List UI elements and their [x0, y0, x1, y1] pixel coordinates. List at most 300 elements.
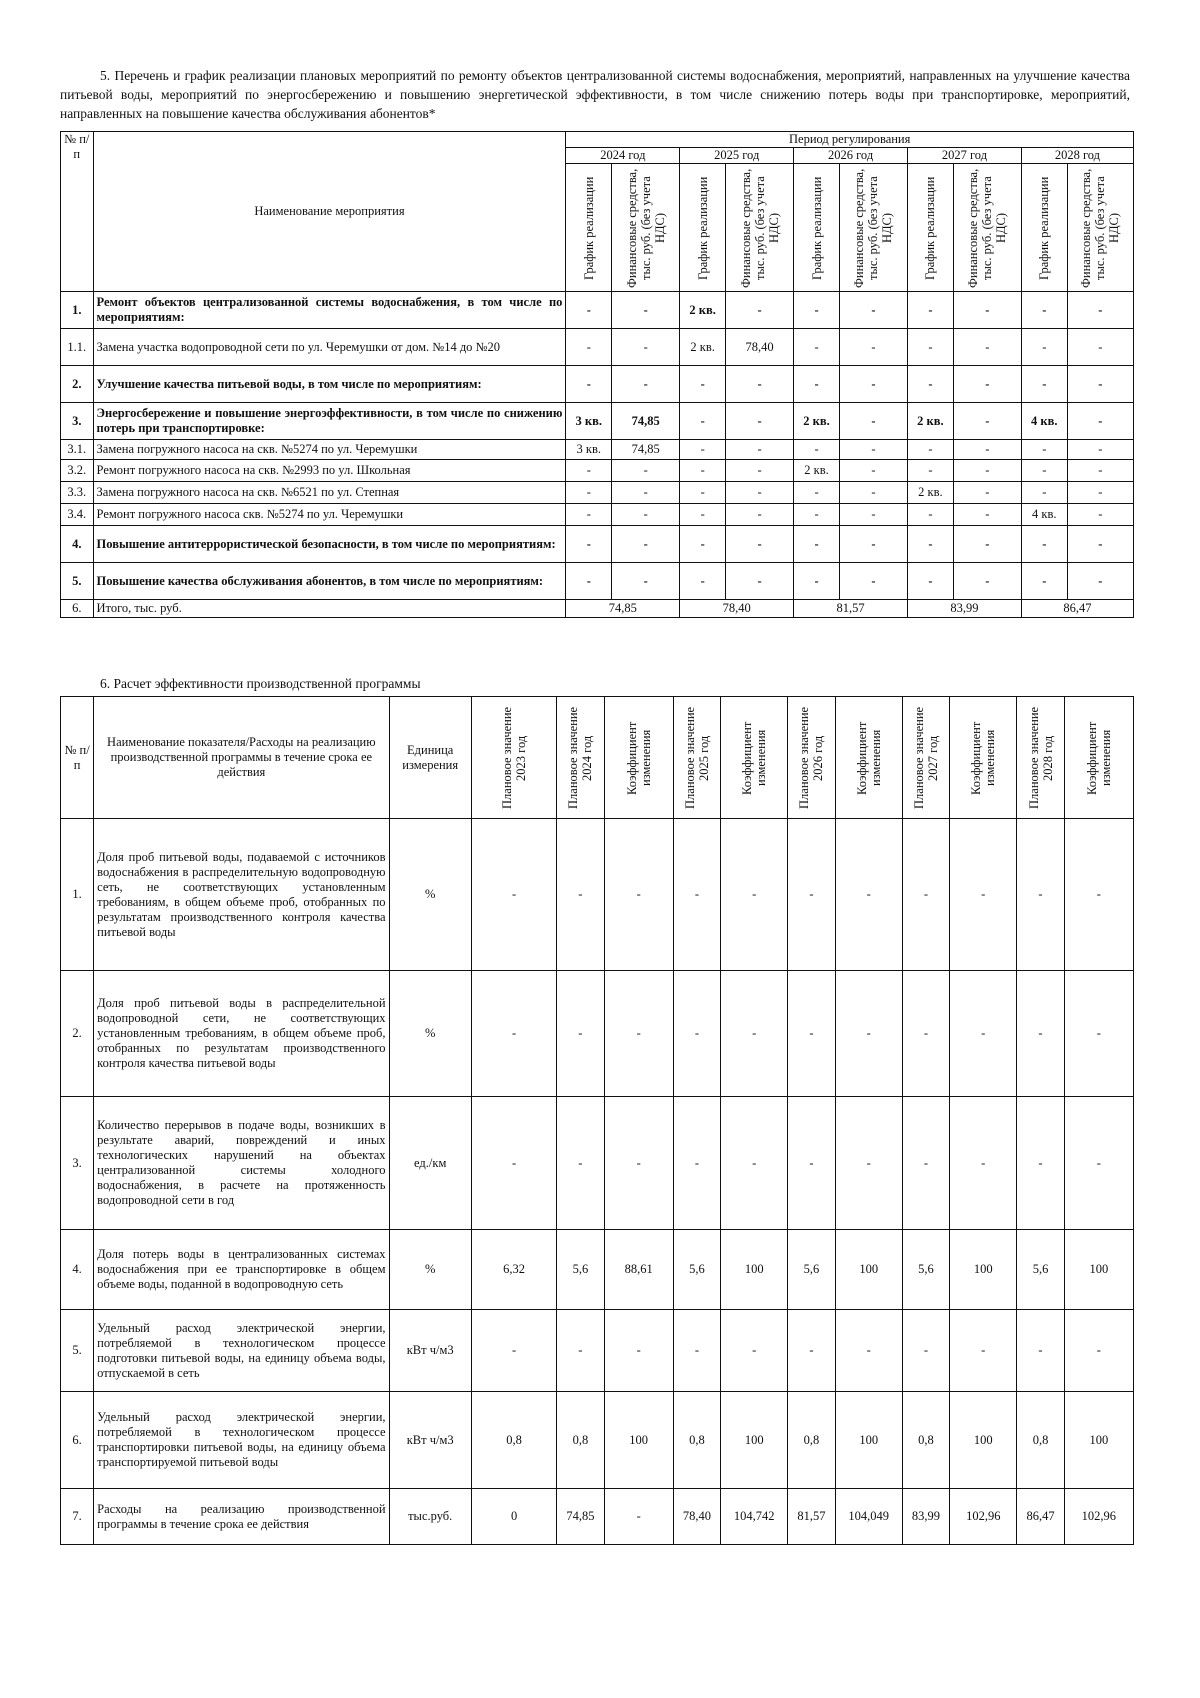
table-row [61, 366, 1134, 403]
row-value: - [726, 292, 794, 329]
table-row [61, 526, 1134, 563]
row-value: - [794, 329, 840, 366]
row-value: 5,6 [788, 1230, 835, 1310]
row-unit: % [389, 819, 471, 971]
row-value: - [1021, 440, 1067, 460]
row-value: - [953, 403, 1021, 440]
row-value: - [839, 563, 907, 600]
row-value: 3 кв. [566, 403, 612, 440]
table-row [61, 292, 1134, 329]
row-num: 3.1. [61, 440, 94, 460]
row-value: 0,8 [471, 1392, 556, 1489]
row-value: 81,57 [788, 1489, 835, 1545]
row-value: 100 [721, 1230, 788, 1310]
col-header [835, 697, 902, 819]
row-value: - [566, 366, 612, 403]
col-header-schedule [908, 164, 954, 292]
row-value: - [604, 1310, 673, 1392]
col-header-schedule [1021, 164, 1067, 292]
col-header-schedule-label: График реализации [1037, 175, 1052, 280]
row-name: Ремонт погружного насоса скв. №5274 по ул. Черемушки [93, 504, 566, 526]
row-value: - [1021, 366, 1067, 403]
row-value: 74,85 [557, 1489, 604, 1545]
row-unit: тыс.руб. [389, 1489, 471, 1545]
table-row [61, 563, 1134, 600]
total-value: 78,40 [680, 600, 794, 618]
row-value: - [471, 1097, 556, 1230]
row-value: - [673, 1310, 720, 1392]
row-value: - [1067, 460, 1133, 482]
col-header-label: Плановое значение 2023 год [500, 706, 529, 809]
row-value: - [839, 482, 907, 504]
row-value: - [953, 440, 1021, 460]
row-value: - [908, 366, 954, 403]
row-value: 74,85 [612, 403, 680, 440]
row-value: - [794, 292, 840, 329]
row-value: - [1067, 329, 1133, 366]
row-value: 0,8 [788, 1392, 835, 1489]
row-num: 5. [61, 563, 94, 600]
total-row [61, 600, 1134, 618]
row-value: - [612, 482, 680, 504]
row-value: 104,742 [721, 1489, 788, 1545]
col-header-schedule-label: График реализации [695, 175, 710, 280]
year-header: 2026 год [794, 148, 908, 164]
row-value: - [839, 440, 907, 460]
col-header [1064, 697, 1133, 819]
col-header [950, 697, 1017, 819]
row-num: 6. [61, 1392, 94, 1489]
row-value: 100 [604, 1392, 673, 1489]
row-value: - [557, 1310, 604, 1392]
row-value: - [839, 403, 907, 440]
year-header: 2024 год [566, 148, 680, 164]
row-value: - [726, 403, 794, 440]
row-value: - [953, 366, 1021, 403]
row-value: - [788, 819, 835, 971]
row-value: 100 [950, 1392, 1017, 1489]
col-header-finance [839, 164, 907, 292]
row-value: - [902, 819, 949, 971]
row-value: 100 [1064, 1392, 1133, 1489]
row-value: - [835, 1097, 902, 1230]
col-header-finance-label: Финансовые средства, тыс. руб. (без учета НДС) [624, 167, 667, 288]
row-value: - [1067, 563, 1133, 600]
row-unit: кВт ч/м3 [389, 1392, 471, 1489]
row-value: - [557, 971, 604, 1097]
row-value: - [557, 819, 604, 971]
row-value: - [1017, 819, 1064, 971]
row-value: 2 кв. [680, 292, 726, 329]
row-value: - [1064, 971, 1133, 1097]
row-value: 2 кв. [794, 460, 840, 482]
row-value: - [839, 504, 907, 526]
row-value: - [908, 504, 954, 526]
row-name: Ремонт погружного насоса на скв. №2993 по ул. Школьная [93, 460, 566, 482]
row-value: - [726, 460, 794, 482]
total-value: 74,85 [566, 600, 680, 618]
total-value: 86,47 [1021, 600, 1133, 618]
col-header [604, 697, 673, 819]
row-value: - [788, 971, 835, 1097]
row-num: 3. [61, 403, 94, 440]
table-row [61, 1097, 1134, 1230]
section5-title: 5. Перечень и график реализации плановых мероприятий по ремонту объектов централизованной системы водоснабжения, мероприятий, направленных на улучшение качества питьевой воды, мероприятий по энергосбережению и повышению энергетической эффективности, в том числе снижению потерь воды при транспортировке, мероприятий, направленных на повышение качества обслуживания абонентов* [60, 68, 1130, 121]
year-header: 2025 год [680, 148, 794, 164]
row-num: 1. [61, 292, 94, 329]
row-value: - [953, 504, 1021, 526]
table-row [61, 1310, 1134, 1392]
row-value: - [1064, 819, 1133, 971]
table-row [61, 403, 1134, 440]
row-value: 4 кв. [1021, 504, 1067, 526]
header-row [61, 697, 1134, 819]
row-num: 2. [61, 971, 94, 1097]
row-num: 2. [61, 366, 94, 403]
col-header-label: Плановое значение 2026 год [797, 706, 826, 809]
col-header-schedule [680, 164, 726, 292]
row-value: - [673, 1097, 720, 1230]
row-value: - [788, 1310, 835, 1392]
row-value: - [908, 563, 954, 600]
row-value: 3 кв. [566, 440, 612, 460]
row-value: - [471, 819, 556, 971]
row-value: - [1067, 504, 1133, 526]
row-value: 0,8 [902, 1392, 949, 1489]
row-name: Замена погружного насоса на скв. №5274 по ул. Черемушки [93, 440, 566, 460]
row-value: 0 [471, 1489, 556, 1545]
row-value: - [1017, 1310, 1064, 1392]
row-value: - [471, 971, 556, 1097]
row-unit: ед./км [389, 1097, 471, 1230]
row-value: - [1021, 460, 1067, 482]
col-header-finance [953, 164, 1021, 292]
row-name: Расходы на реализацию производственной программы в течение срока ее действия [94, 1489, 389, 1545]
col-header-label: Коэффициент изменения [854, 720, 883, 795]
row-value: - [1064, 1310, 1133, 1392]
row-num: 1.1. [61, 329, 94, 366]
col-header [1017, 697, 1064, 819]
table-row [61, 1230, 1134, 1310]
row-value: - [1067, 482, 1133, 504]
table-row [61, 329, 1134, 366]
row-num: 3.4. [61, 504, 94, 526]
row-value: - [794, 563, 840, 600]
row-value: - [721, 819, 788, 971]
row-value: - [1021, 563, 1067, 600]
row-value: - [680, 440, 726, 460]
row-num: 3.3. [61, 482, 94, 504]
total-value: 83,99 [908, 600, 1022, 618]
row-value: 2 кв. [908, 482, 954, 504]
row-value: - [721, 971, 788, 1097]
row-value: - [1017, 1097, 1064, 1230]
col-header [673, 697, 720, 819]
table-row [61, 460, 1134, 482]
row-value: 74,85 [612, 440, 680, 460]
col-header [902, 697, 949, 819]
row-value: - [1021, 482, 1067, 504]
row-num: 7. [61, 1489, 94, 1545]
row-value: 83,99 [902, 1489, 949, 1545]
row-value: - [680, 366, 726, 403]
row-name: Удельный расход электрической энергии, потребляемой в технологическом процессе подготовки питьевой воды, на единицу объема воды, отпускаемой в сеть [94, 1310, 389, 1392]
row-value: - [953, 563, 1021, 600]
row-value: - [1017, 971, 1064, 1097]
col-header-finance [726, 164, 794, 292]
row-value: - [794, 504, 840, 526]
header-row [61, 132, 1134, 148]
row-value: - [908, 292, 954, 329]
row-value: - [794, 440, 840, 460]
row-value: 100 [835, 1392, 902, 1489]
row-value: - [788, 1097, 835, 1230]
row-value: 100 [1064, 1230, 1133, 1310]
row-value: - [1067, 403, 1133, 440]
row-value: - [953, 329, 1021, 366]
row-value: - [673, 971, 720, 1097]
row-value: - [604, 819, 673, 971]
row-value: - [950, 1310, 1017, 1392]
row-value: - [1067, 292, 1133, 329]
row-name: Повышение антитеррористической безопасности, в том числе по мероприятиям: [93, 526, 566, 563]
row-value: - [612, 366, 680, 403]
row-value: - [953, 460, 1021, 482]
row-value: - [835, 1310, 902, 1392]
col-header-label: Плановое значение 2028 год [1026, 706, 1055, 809]
row-value: - [604, 1489, 673, 1545]
row-name: Замена погружного насоса на скв. №6521 по ул. Степная [93, 482, 566, 504]
row-value: - [612, 563, 680, 600]
row-name: Количество перерывов в подаче воды, возникших в результате аварий, повреждений и иных технологических нарушений на объектах централизованной системы холодного водоснабжения, в расчете на протяженность водопроводной сети в год [94, 1097, 389, 1230]
row-value: - [794, 526, 840, 563]
row-value: - [612, 460, 680, 482]
col-header-label: Плановое значение 2025 год [682, 706, 711, 809]
row-value: 5,6 [673, 1230, 720, 1310]
row-value: - [835, 819, 902, 971]
row-value: - [839, 526, 907, 563]
row-value: - [612, 504, 680, 526]
row-name: Повышение качества обслуживания абонентов, в том числе по мероприятиям: [93, 563, 566, 600]
table-row [61, 1392, 1134, 1489]
row-value: - [566, 292, 612, 329]
row-value: - [794, 366, 840, 403]
row-value: - [680, 482, 726, 504]
col-header [721, 697, 788, 819]
row-num: 4. [61, 1230, 94, 1310]
row-value: - [726, 482, 794, 504]
row-value: 0,8 [557, 1392, 604, 1489]
total-name: Итого, тыс. руб. [93, 600, 566, 618]
row-value: - [680, 460, 726, 482]
row-value: 6,32 [471, 1230, 556, 1310]
row-value: 88,61 [604, 1230, 673, 1310]
table-row [61, 440, 1134, 460]
row-value: - [794, 482, 840, 504]
row-value: - [566, 329, 612, 366]
row-name: Замена участка водопроводной сети по ул. Черемушки от дом. №14 до №20 [93, 329, 566, 366]
total-value: 81,57 [794, 600, 908, 618]
row-value: - [908, 460, 954, 482]
row-value: - [902, 1310, 949, 1392]
row-value: - [680, 563, 726, 600]
row-value: - [953, 482, 1021, 504]
row-value: - [950, 819, 1017, 971]
row-name: Доля проб питьевой воды в распределительной водопроводной сети, не соответствующих установленным требованиям, в общем объеме проб, отобранных по результатам производственного контроля качества питьевой воды [94, 971, 389, 1097]
row-value: - [612, 329, 680, 366]
col-header [788, 697, 835, 819]
row-value: 0,8 [1017, 1392, 1064, 1489]
row-value: - [953, 292, 1021, 329]
row-num: 3. [61, 1097, 94, 1230]
row-value: 2 кв. [680, 329, 726, 366]
col-header-finance-label: Финансовые средства, тыс. руб. (без учета НДС) [1079, 167, 1122, 288]
row-name: Доля проб питьевой воды, подаваемой с источников водоснабжения в распределительную водопроводную сеть, не соответствующих установленным требованиям, в общем объеме проб, отобранных по результатам производственного контроля качества питьевой воды [94, 819, 389, 971]
table-row [61, 482, 1134, 504]
col-header-finance [1067, 164, 1133, 292]
col-header-schedule-label: График реализации [809, 175, 824, 280]
row-value: - [839, 460, 907, 482]
row-value: 100 [950, 1230, 1017, 1310]
section5-table [60, 131, 1134, 618]
table-row [61, 1489, 1134, 1545]
row-value: - [908, 329, 954, 366]
row-value: - [953, 526, 1021, 563]
row-value: - [950, 1097, 1017, 1230]
row-value: - [471, 1310, 556, 1392]
row-value: 5,6 [1017, 1230, 1064, 1310]
row-value: - [1067, 366, 1133, 403]
row-unit: % [389, 1230, 471, 1310]
row-value: - [908, 440, 954, 460]
col-header-schedule [794, 164, 840, 292]
row-value: - [726, 504, 794, 526]
row-name: Удельный расход электрической энергии, потребляемой в технологическом процессе транспортировки питьевой воды, на единицу объема транспортируемой питьевой воды [94, 1392, 389, 1489]
col-header-schedule [566, 164, 612, 292]
section6-title: 6. Расчет эффективности производственной программы [100, 676, 421, 691]
row-value: - [908, 526, 954, 563]
row-num: 4. [61, 526, 94, 563]
row-value: - [902, 971, 949, 1097]
header-num: № п/п [61, 132, 94, 292]
row-num: 3.2. [61, 460, 94, 482]
table-row [61, 504, 1134, 526]
row-value: - [680, 526, 726, 563]
col-header-label: Коэффициент изменения [969, 720, 998, 795]
row-value: - [612, 292, 680, 329]
row-value: - [950, 971, 1017, 1097]
row-value: - [721, 1097, 788, 1230]
total-num: 6. [61, 600, 94, 618]
row-value: 102,96 [1064, 1489, 1133, 1545]
row-name: Ремонт объектов централизованной системы водоснабжения, в том числе по мероприятиям: [93, 292, 566, 329]
col-header [557, 697, 604, 819]
row-value: - [839, 329, 907, 366]
row-value: - [566, 504, 612, 526]
row-value: - [1064, 1097, 1133, 1230]
row-num: 5. [61, 1310, 94, 1392]
row-value: - [566, 526, 612, 563]
row-value: - [1021, 292, 1067, 329]
row-num: 1. [61, 819, 94, 971]
header-name: Наименование мероприятия [93, 132, 566, 292]
row-name: Доля потерь воды в централизованных системах водоснабжения при ее транспортировке в общем объеме воды, поданной в водопроводную сеть [94, 1230, 389, 1310]
row-value: - [557, 1097, 604, 1230]
header-period: Период регулирования [566, 132, 1134, 148]
row-value: - [566, 460, 612, 482]
row-value: - [1021, 329, 1067, 366]
col-header-label: Коэффициент изменения [740, 720, 769, 795]
col-header-finance-label: Финансовые средства, тыс. руб. (без учета НДС) [852, 167, 895, 288]
row-value: - [673, 819, 720, 971]
row-value: - [726, 526, 794, 563]
col-header-finance [612, 164, 680, 292]
col-header-label: Плановое значение 2024 год [566, 706, 595, 809]
row-value: - [1067, 526, 1133, 563]
col-header-label: Коэффициент изменения [624, 720, 653, 795]
col-header-label: Плановое значение 2027 год [911, 706, 940, 809]
col-header [471, 697, 556, 819]
row-value: 2 кв. [908, 403, 954, 440]
row-value: 0,8 [673, 1392, 720, 1489]
row-value: - [726, 440, 794, 460]
row-value: - [721, 1310, 788, 1392]
row-value: 5,6 [902, 1230, 949, 1310]
col-header-label: Коэффициент изменения [1084, 720, 1113, 795]
col-header-schedule-label: График реализации [581, 175, 596, 280]
row-value: - [566, 563, 612, 600]
col-header-schedule-label: График реализации [923, 175, 938, 280]
row-value: - [835, 971, 902, 1097]
table-row [61, 971, 1134, 1097]
row-name: Улучшение качества питьевой воды, в том числе по мероприятиям: [93, 366, 566, 403]
row-unit: кВт ч/м3 [389, 1310, 471, 1392]
row-value: 102,96 [950, 1489, 1017, 1545]
row-unit: % [389, 971, 471, 1097]
row-value: 4 кв. [1021, 403, 1067, 440]
row-value: 78,40 [673, 1489, 720, 1545]
row-value: - [726, 563, 794, 600]
col-header-finance-label: Финансовые средства, тыс. руб. (без учета НДС) [966, 167, 1009, 288]
header-num: № п/п [61, 697, 94, 819]
row-value: - [1067, 440, 1133, 460]
header-name: Наименование показателя/Расходы на реализацию производственной программы в течение срока ее действия [94, 697, 389, 819]
row-name: Энергосбережение и повышение энергоэффективности, в том числе по снижению потерь при транспортировке: [93, 403, 566, 440]
header-unit: Единица измерения [389, 697, 471, 819]
row-value: - [1021, 526, 1067, 563]
row-value: 100 [835, 1230, 902, 1310]
table-row [61, 819, 1134, 971]
row-value: 2 кв. [794, 403, 840, 440]
year-header: 2028 год [1021, 148, 1133, 164]
row-value: 5,6 [557, 1230, 604, 1310]
row-value: - [604, 971, 673, 1097]
row-value: - [566, 482, 612, 504]
row-value: - [612, 526, 680, 563]
row-value: 78,40 [726, 329, 794, 366]
row-value: 86,47 [1017, 1489, 1064, 1545]
col-header-finance-label: Финансовые средства, тыс. руб. (без учета НДС) [738, 167, 781, 288]
row-value: - [726, 366, 794, 403]
row-value: 104,049 [835, 1489, 902, 1545]
row-value: 100 [721, 1392, 788, 1489]
row-value: - [839, 292, 907, 329]
row-value: - [680, 504, 726, 526]
row-value: - [902, 1097, 949, 1230]
section6-table [60, 696, 1134, 1545]
row-value: - [839, 366, 907, 403]
year-header: 2027 год [908, 148, 1022, 164]
